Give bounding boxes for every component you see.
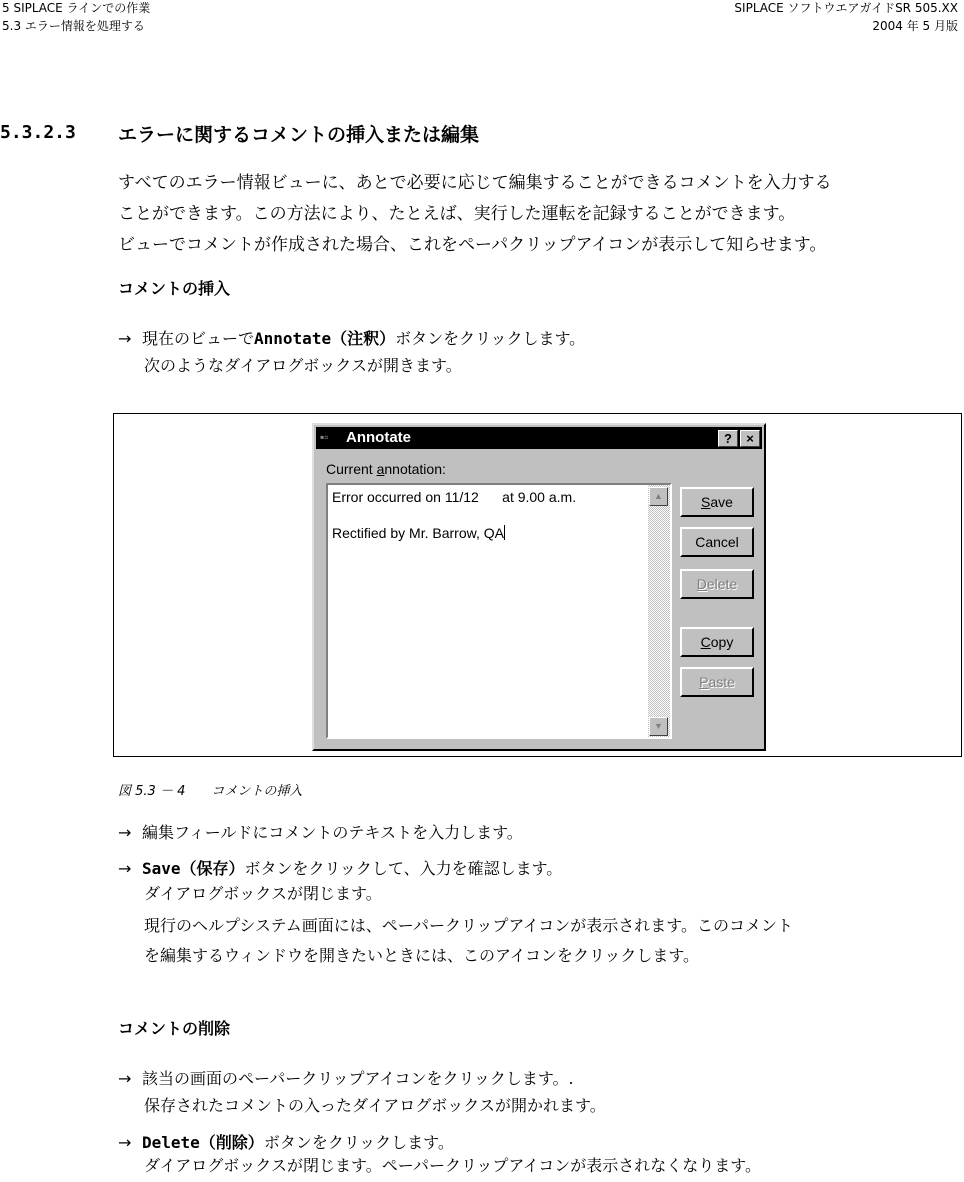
app-icon: ▪▫	[320, 430, 329, 444]
delete-heading: コメントの削除	[118, 1019, 231, 1038]
header-section: 5.3 エラー情報を処理する	[2, 19, 145, 33]
insert-step-1-cont: 次のようなダイアログボックスが開きます。	[144, 356, 462, 375]
scroll-down-icon[interactable]: ▼	[649, 717, 668, 736]
header-date: 2004 年 5 月版	[872, 19, 958, 33]
annotation-textarea[interactable]	[326, 483, 672, 739]
annotation-label: Current annotation:	[326, 461, 446, 477]
scroll-up-icon[interactable]: ▲	[649, 487, 668, 506]
paste-button[interactable]: Paste	[680, 667, 754, 697]
vertical-scrollbar[interactable]	[648, 485, 670, 737]
annotate-dialog	[312, 423, 766, 751]
insert-step-1: → 現在のビューでAnnotate（注釈）ボタンをクリックします。	[118, 329, 586, 348]
section-title: エラーに関するコメントの挿入または編集	[118, 124, 480, 146]
delete-step-2-cont: ダイアログボックスが閉じます。ペーパークリップアイコンが表示されなくなります。	[144, 1156, 761, 1175]
arrow-icon: →	[118, 859, 132, 878]
delete-step-2: → Delete（削除）ボタンをクリックします。	[118, 1133, 454, 1152]
arrow-icon: →	[118, 823, 132, 842]
insert-step-3-cont-1: ダイアログボックスが閉じます。	[144, 884, 382, 903]
cancel-button[interactable]: Cancel	[680, 527, 754, 557]
text-caret	[504, 525, 505, 540]
save-label: Save（保存）	[142, 859, 245, 878]
header-chapter: 5 SIPLACE ラインでの作業	[2, 1, 151, 15]
figure-caption: 図 5.3 － 4 コメントの挿入	[118, 784, 303, 799]
section-number: 5.3.2.3	[0, 122, 76, 143]
insert-step-3-cont-2: 現行のヘルプシステム画面には、ペーパークリップアイコンが表示されます。このコメント	[144, 916, 793, 935]
delete-step-1: → 該当の画面のペーパークリップアイコンをクリックします。.	[118, 1069, 574, 1088]
dialog-titlebar[interactable]	[316, 427, 762, 449]
header-doc-title: SIPLACE ソフトウエアガイドSR 505.XX	[734, 1, 958, 15]
intro-line-2: ことができます。この方法により、たとえば、実行した運転を記録することができます。	[118, 204, 796, 224]
intro-line-1: すべてのエラー情報ビューに、あとで必要に応じて編集することができるコメントを入力する	[118, 173, 832, 193]
delete-step-1-cont: 保存されたコメントの入ったダイアログボックスが開かれます。	[144, 1096, 606, 1115]
annotation-line-2: Rectified by Mr. Barrow, QA	[332, 525, 504, 541]
save-button[interactable]: Save	[680, 487, 754, 517]
insert-step-2: → 編集フィールドにコメントのテキストを入力します。	[118, 823, 523, 842]
annotate-label: Annotate（注釈）	[254, 329, 396, 348]
copy-button[interactable]: Copy	[680, 627, 754, 657]
insert-step-3: → Save（保存）ボタンをクリックして、入力を確認します。	[118, 859, 563, 878]
arrow-icon: →	[118, 1069, 132, 1088]
intro-line-3: ビューでコメントが作成された場合、これをペーパクリップアイコンが表示して知らせます。	[118, 235, 827, 255]
delete-label: Delete（削除）	[142, 1133, 264, 1152]
close-button[interactable]: ×	[740, 430, 760, 447]
dialog-title: Annotate	[346, 429, 411, 446]
help-button[interactable]: ?	[718, 430, 738, 447]
delete-button[interactable]: Delete	[680, 569, 754, 599]
insert-step-3-cont-3: を編集するウィンドウを開きたいときには、このアイコンをクリックします。	[144, 946, 700, 965]
annotation-line-1: Error occurred on 11/12 at 9.00 a.m.	[332, 489, 577, 505]
arrow-icon: →	[118, 1133, 132, 1152]
arrow-icon: →	[118, 329, 132, 348]
insert-heading: コメントの挿入	[118, 279, 231, 298]
